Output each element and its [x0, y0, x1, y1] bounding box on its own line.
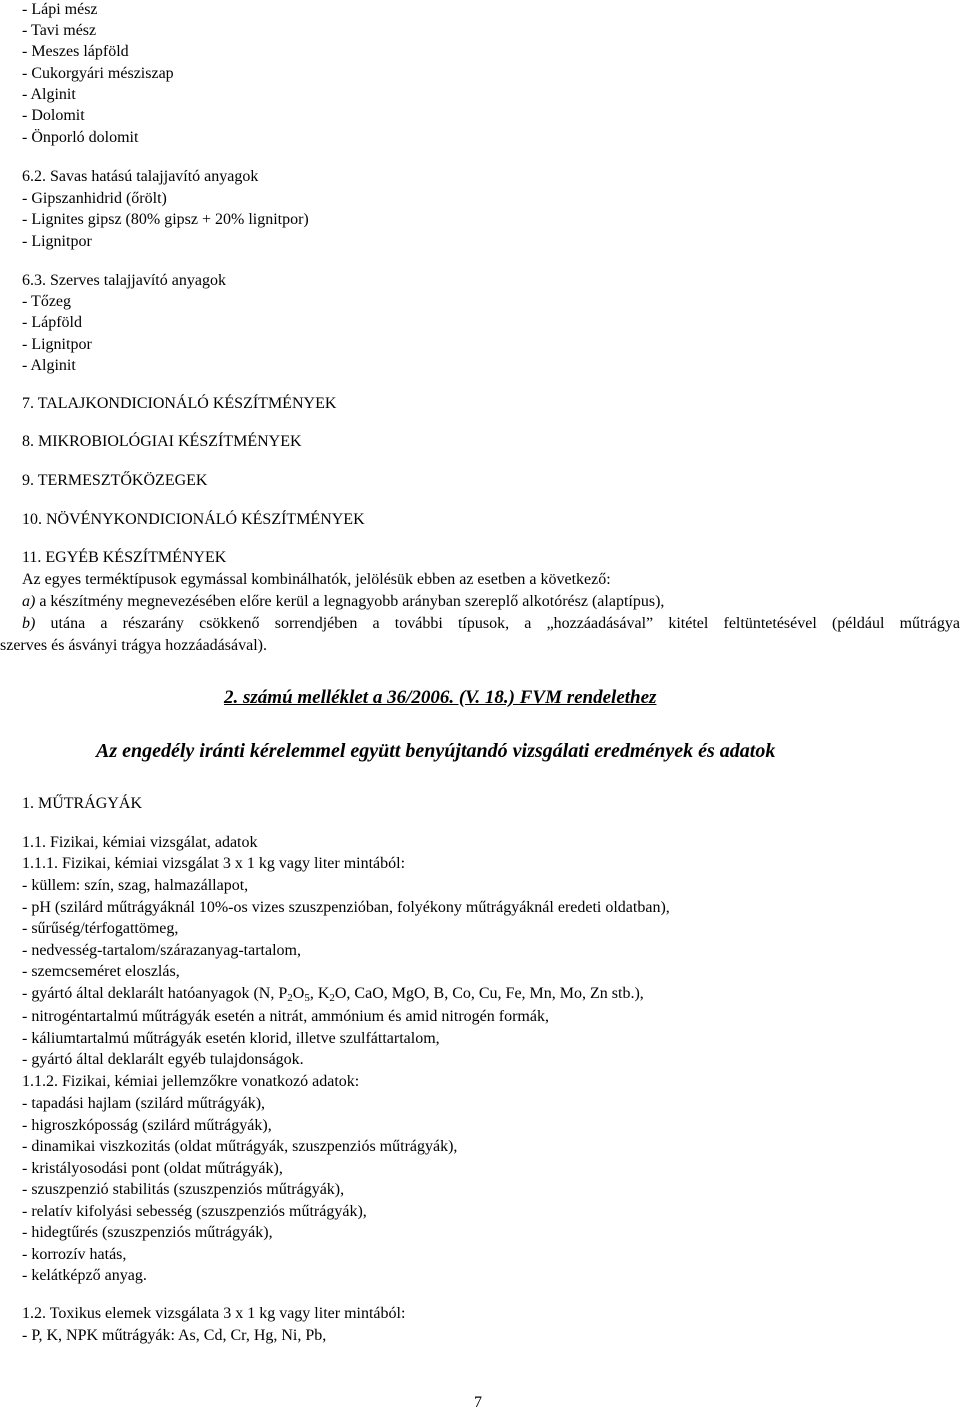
mutragyak-heading: 1. MŰTRÁGYÁK: [22, 795, 142, 812]
list-item: - Gipszanhidrid (őrölt): [22, 190, 167, 207]
text-part: O, CaO, MgO, B, Co, Cu, Fe, Mn, Mo, Zn stb.),: [334, 985, 644, 1002]
list-item: - Lápföld: [22, 314, 82, 331]
list-item: - sűrűség/térfogattömeg,: [22, 920, 179, 937]
list-item: - kelátképző anyag.: [22, 1267, 147, 1284]
list-item: - P, K, NPK műtrágyák: As, Cd, Cr, Hg, Ni, Pb,: [22, 1327, 327, 1344]
list-item: - Lápi mész: [22, 1, 98, 18]
section-heading-6-2: 6.2. Savas hatású talajjavító anyagok: [22, 168, 259, 185]
subscript: 2: [287, 992, 293, 1004]
list-item: - küllem: szín, szag, halmazállapot,: [22, 877, 249, 894]
list-item: - Tőzeg: [22, 293, 72, 310]
text-part: - gyártó által deklarált hatóanyagok (N, P: [22, 985, 288, 1002]
subscript: 2: [329, 992, 335, 1004]
list-item: - Tavi mész: [22, 22, 97, 39]
list-item: - nedvesség-tartalom/szárazanyag-tartalom,: [22, 942, 301, 959]
annex-title: 2. számú melléklet a 36/2006. (V. 18.) FVM rendelethez: [224, 687, 657, 708]
section-1-1: 1.1. Fizikai, kémiai vizsgálat, adatok: [22, 834, 258, 851]
list-item: - Alginit: [22, 357, 76, 374]
section-1-2: 1.2. Toxikus elemek vizsgálata 3 x 1 kg vagy liter mintából:: [22, 1305, 406, 1322]
text-part: O: [292, 985, 305, 1002]
list-item: - Lignitpor: [22, 336, 92, 353]
list-item: - nitrogéntartalmú műtrágyák esetén a nitrát, ammónium és amid nitrogén formák,: [22, 1008, 549, 1025]
item-text-a: a készítmény megnevezésében előre kerül a legnagyobb arányban szereplő alkotórész (alaptípus),: [39, 593, 665, 610]
section-heading-10: 10. NÖVÉNYKONDICIONÁLÓ KÉSZÍTMÉNYEK: [22, 511, 365, 528]
text-part: , K: [309, 985, 330, 1002]
list-item: - gyártó által deklarált egyéb tulajdonságok.: [22, 1051, 304, 1068]
list-item: - szuszpenzió stabilitás (szuszpenziós műtrágyák),: [22, 1181, 345, 1198]
item-label-a: a): [22, 593, 36, 610]
egyeb-item-b: [22, 614, 960, 634]
list-item: - Lignitpor: [22, 233, 92, 250]
section-heading-6-3: 6.3. Szerves talajjavító anyagok: [22, 272, 226, 289]
item-text-b: utána a részarány csökkenő sorrendjében a további típusok, a „hozzáadásával” kitétel feltüntetésével (például műtrágya: [50, 615, 960, 632]
section-1-1-1: 1.1.1. Fizikai, kémiai vizsgálat 3 x 1 kg vagy liter mintából:: [22, 855, 406, 872]
list-item-hatoanyagok: [22, 984, 644, 1004]
egyeb-item-a: [22, 592, 664, 612]
list-item: - káliumtartalmú műtrágyák esetén klorid, illetve szulfáttartalom,: [22, 1030, 440, 1047]
annex-subtitle: Az engedély iránti kérelemmel együtt benyújtandó vizsgálati eredmények és adatok: [96, 740, 776, 762]
list-item: - szemcseméret eloszlás,: [22, 963, 180, 980]
list-item: - Meszes lápföld: [22, 43, 129, 60]
list-item: - Cukorgyári mésziszap: [22, 65, 174, 82]
list-item: - korrozív hatás,: [22, 1246, 127, 1263]
list-item: - pH (szilárd műtrágyáknál 10%-os vizes szuszpenzióban, folyékony műtrágyáknál eredeti oldatban),: [22, 899, 670, 916]
egyeb-intro: Az egyes terméktípusok egymással kombinálhatók, jelölésük ebben az esetben a következő:: [22, 571, 611, 588]
egyeb-item-b-cont: szerves és ásványi trágya hozzáadásával).: [0, 637, 267, 654]
list-item: - Dolomit: [22, 107, 85, 124]
list-item: - hidegtűrés (szuszpenziós műtrágyák),: [22, 1224, 273, 1241]
section-heading-9: 9. TERMESZTŐKÖZEGEK: [22, 472, 208, 489]
list-item: - Önporló dolomit: [22, 129, 139, 146]
section-heading-7: 7. TALAJKONDICIONÁLÓ KÉSZÍTMÉNYEK: [22, 395, 337, 412]
list-item: - higroszkóposság (szilárd műtrágyák),: [22, 1117, 272, 1134]
list-item: - kristályosodási pont (oldat műtrágyák),: [22, 1160, 283, 1177]
subscript: 5: [304, 992, 310, 1004]
list-item: - Lignites gipsz (80% gipsz + 20% lignitpor): [22, 211, 309, 228]
section-heading-8: 8. MIKROBIOLÓGIAI KÉSZÍTMÉNYEK: [22, 433, 302, 450]
page-number: 7: [474, 1394, 482, 1411]
list-item: - relatív kifolyási sebesség (szuszpenziós műtrágyák),: [22, 1203, 367, 1220]
section-1-1-2: 1.1.2. Fizikai, kémiai jellemzőkre vonatkozó adatok:: [22, 1073, 360, 1090]
list-item: - dinamikai viszkozitás (oldat műtrágyák, szuszpenziós műtrágyák),: [22, 1138, 458, 1155]
section-heading-11: 11. EGYÉB KÉSZÍTMÉNYEK: [22, 549, 227, 566]
list-item: - tapadási hajlam (szilárd műtrágyák),: [22, 1095, 266, 1112]
item-label-b: b): [22, 615, 36, 632]
list-item: - Alginit: [22, 86, 76, 103]
